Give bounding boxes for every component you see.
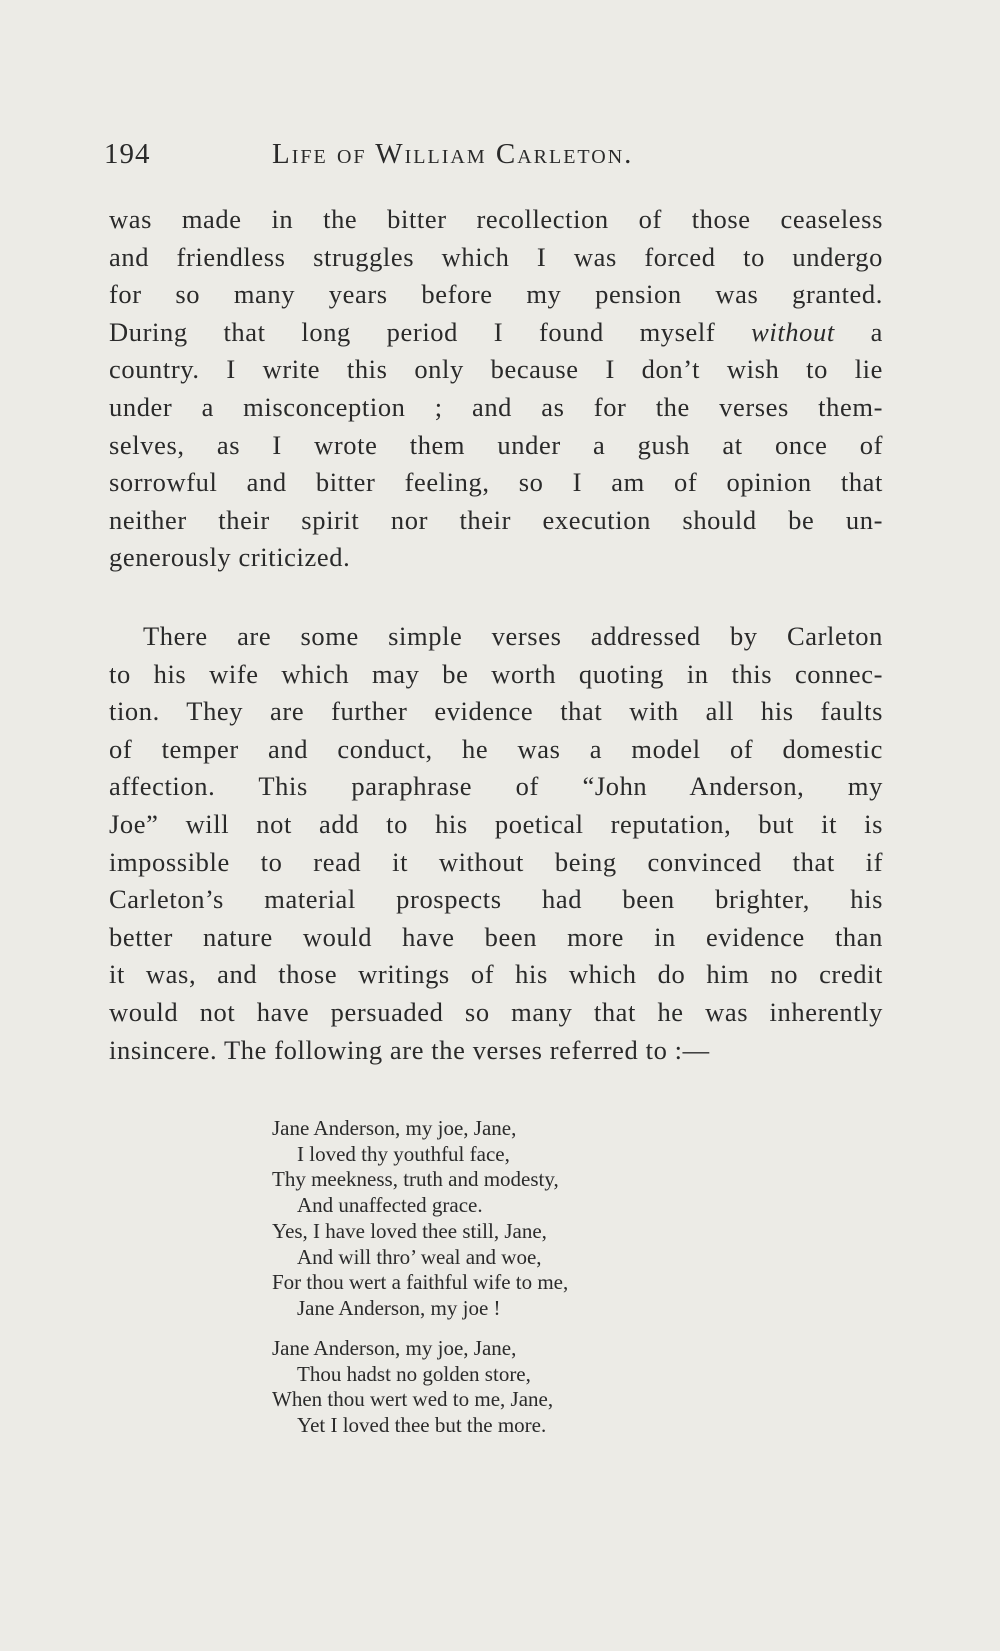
text-line: and friendless struggles which I was forced to undergo bbox=[109, 241, 883, 272]
text-line: Carleton’s material prospects had been brighter, his bbox=[109, 884, 883, 915]
text-line bbox=[109, 314, 883, 352]
text-line: Joe” will not add to his poetical reputation, but it is bbox=[109, 808, 883, 839]
text-line: sorrowful and bitter feeling, so I am of opinion that bbox=[109, 467, 883, 498]
page-number: 194 bbox=[104, 138, 151, 170]
running-head bbox=[104, 138, 884, 178]
text-fragment: a bbox=[870, 316, 883, 347]
text-line: better nature would have been more in evidence than bbox=[109, 921, 883, 952]
text-line: neither their spirit nor their execution should be un- bbox=[109, 504, 883, 535]
text-line: country. I write this only because I don’t wish to lie bbox=[109, 354, 883, 385]
text-line: under a misconception ; and as for the verses them- bbox=[109, 391, 883, 422]
text-line: of temper and conduct, he was a model of domestic bbox=[109, 733, 883, 764]
verse-line: I loved thy youthful face, bbox=[297, 1141, 510, 1166]
poem-stanza bbox=[272, 1116, 692, 1322]
text-line: it was, and those writings of his which do him no credit bbox=[109, 959, 883, 990]
text-line: tion. They are further evidence that with all his faults bbox=[109, 696, 883, 727]
text-line: affection. This paraphrase of “John Anderson, my bbox=[109, 771, 883, 802]
text-line: was made in the bitter recollection of those ceaseless bbox=[109, 204, 883, 234]
text-line: insincere. The following are the verses referred to :— bbox=[109, 1034, 710, 1065]
verse-line: Yet I loved thee but the more. bbox=[297, 1413, 547, 1438]
text-line: There are some simple verses addressed by Carleton bbox=[143, 621, 883, 651]
text-line: generously criticized. bbox=[109, 542, 351, 573]
verse-line: And unaffected grace. bbox=[297, 1193, 483, 1218]
text-line: would not have persuaded so many that he was inherently bbox=[109, 996, 883, 1027]
verse-line: Jane Anderson, my joe ! bbox=[297, 1295, 501, 1320]
text-line: to his wife which may be worth quoting in this connec- bbox=[109, 658, 883, 689]
verse-line: Yes, I have loved thee still, Jane, bbox=[272, 1218, 547, 1243]
verse-line: When thou wert wed to me, Jane, bbox=[272, 1387, 554, 1412]
paragraph bbox=[109, 618, 883, 1069]
poem-stanza bbox=[272, 1336, 692, 1439]
verse-line: For thou wert a faithful wife to me, bbox=[272, 1270, 569, 1295]
italic-emphasis: without bbox=[751, 316, 835, 347]
verse-line: And will thro’ weal and woe, bbox=[297, 1244, 542, 1269]
text-line: selves, as I wrote them under a gush at once of bbox=[109, 429, 883, 460]
text-line: for so many years before my pension was granted. bbox=[109, 279, 883, 310]
verse-line: Thou hadst no golden store, bbox=[297, 1361, 531, 1386]
running-title: Life of William Carleton. bbox=[272, 138, 634, 170]
text-line: impossible to read it without being convinced that if bbox=[109, 846, 883, 877]
verse-line: Jane Anderson, my joe, Jane, bbox=[272, 1336, 517, 1360]
verse-line: Jane Anderson, my joe, Jane, bbox=[272, 1116, 517, 1140]
paragraph-continued bbox=[109, 201, 883, 577]
verse-line: Thy meekness, truth and modesty, bbox=[272, 1167, 559, 1192]
text-fragment: During that long period I found myself bbox=[109, 316, 716, 347]
